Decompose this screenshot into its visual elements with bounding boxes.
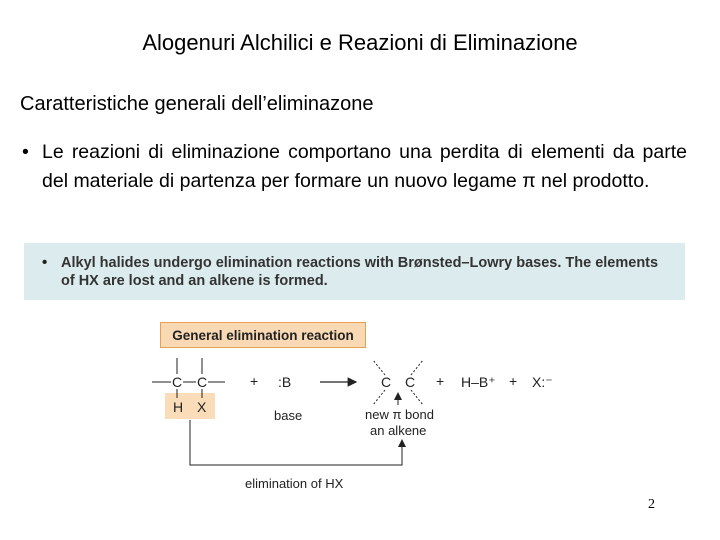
banner-text: Alkyl halides undergo elimination reactions with Brønsted–Lowry bases. The elements of HX are lost and an alkene is formed. bbox=[61, 255, 659, 289]
plus-sign-1: + bbox=[250, 373, 259, 389]
slide-subtitle: Caratteristiche generali dell’eliminazone bbox=[20, 93, 374, 115]
banner-marker: • bbox=[42, 254, 48, 271]
alkene-label: an alkene bbox=[370, 423, 427, 438]
conjugate-acid: H–B⁺ bbox=[461, 374, 496, 390]
reactant-hydrogen: H bbox=[173, 399, 184, 415]
reactant-halogen: X bbox=[197, 399, 207, 415]
new-pi-bond-label: new π bond bbox=[365, 407, 434, 422]
product-bond-4 bbox=[411, 390, 423, 405]
plus-sign-2: + bbox=[436, 373, 445, 389]
base-label: base bbox=[274, 408, 303, 423]
product-bond-3 bbox=[411, 360, 423, 375]
reactant-carbon-2: C bbox=[197, 374, 208, 390]
reactant-carbon-1: C bbox=[172, 374, 183, 390]
elimination-label: elimination of HX bbox=[245, 476, 344, 491]
product-bond-2 bbox=[373, 390, 385, 405]
product-carbon-2: C bbox=[405, 374, 416, 390]
plus-sign-3: + bbox=[509, 373, 518, 389]
product-bond-1 bbox=[373, 360, 385, 375]
base-symbol: :B bbox=[278, 374, 292, 390]
page-number: 2 bbox=[648, 497, 655, 512]
product-carbon-1: C bbox=[381, 374, 392, 390]
bullet-text: Le reazioni di eliminazione comportano una perdita di elementi da parte del materiale di partenza per formare un nuovo legame π nel prodotto. bbox=[42, 141, 687, 192]
slide-title: Alogenuri Alchilici e Reazioni di Eliminazione bbox=[142, 30, 578, 55]
reaction-header: General elimination reaction bbox=[160, 322, 366, 348]
bullet-marker: • bbox=[22, 141, 29, 163]
halide-anion: X:⁻ bbox=[532, 374, 553, 390]
